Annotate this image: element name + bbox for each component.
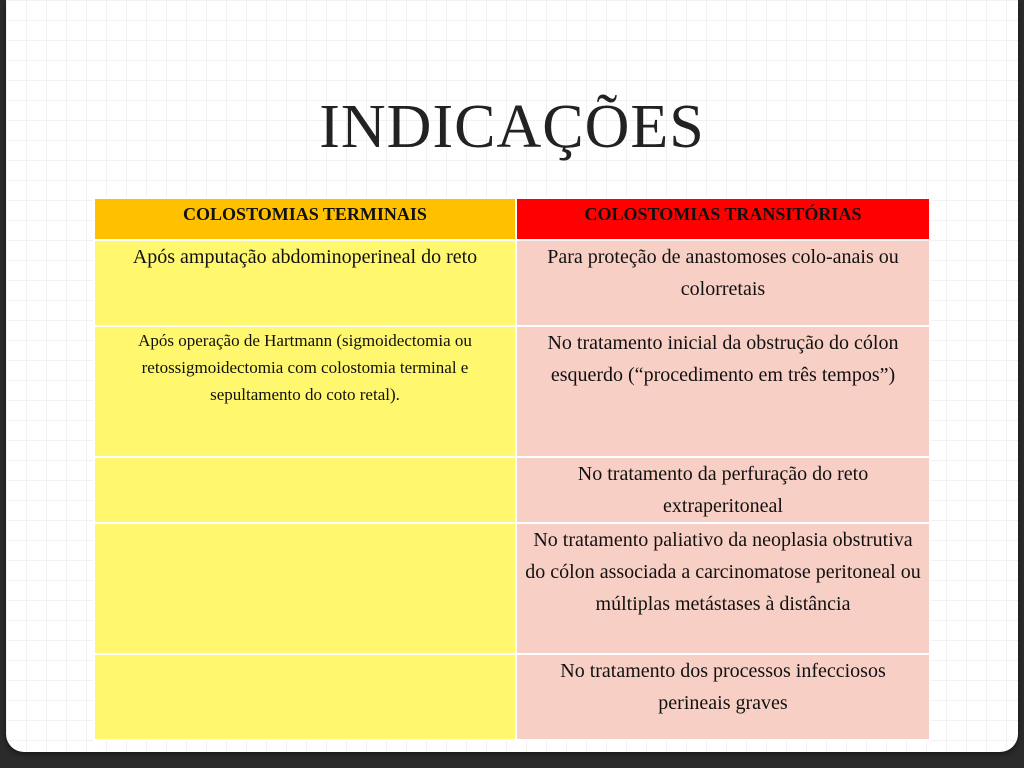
table-row <box>94 240 930 326</box>
header-colostomias-terminais: COLOSTOMIAS TERMINAIS <box>94 198 516 240</box>
table-row <box>94 523 930 654</box>
terminal-cell <box>94 523 516 654</box>
terminal-cell: Após amputação abdominoperineal do reto <box>94 240 516 326</box>
terminal-cell: Após operação de Hartmann (sigmoidectomia ou retossigmoidectomia com colostomia terminal e sepultamento do coto retal). <box>94 326 516 457</box>
table-header-row <box>94 198 930 240</box>
transitory-cell: No tratamento inicial da obstrução do cólon esquerdo (“procedimento em três tempos”) <box>516 326 930 457</box>
table-row <box>94 457 930 523</box>
terminal-cell <box>94 457 516 523</box>
transitory-cell: No tratamento da perfuração do reto extraperitoneal <box>516 457 930 523</box>
transitory-cell: No tratamento dos processos infecciosos perineais graves <box>516 654 930 740</box>
table-row <box>94 654 930 740</box>
slide-title: INDICAÇÕES <box>319 93 705 161</box>
transitory-cell: No tratamento paliativo da neoplasia obstrutiva do cólon associada a carcinomatose peritoneal ou múltiplas metástases à distância <box>516 523 930 654</box>
table-row <box>94 326 930 457</box>
transitory-cell: Para proteção de anastomoses colo-anais ou colorretais <box>516 240 930 326</box>
header-colostomias-transitorias: COLOSTOMIAS TRANSITÓRIAS <box>516 198 930 240</box>
terminal-cell <box>94 654 516 740</box>
indications-table <box>93 197 931 741</box>
